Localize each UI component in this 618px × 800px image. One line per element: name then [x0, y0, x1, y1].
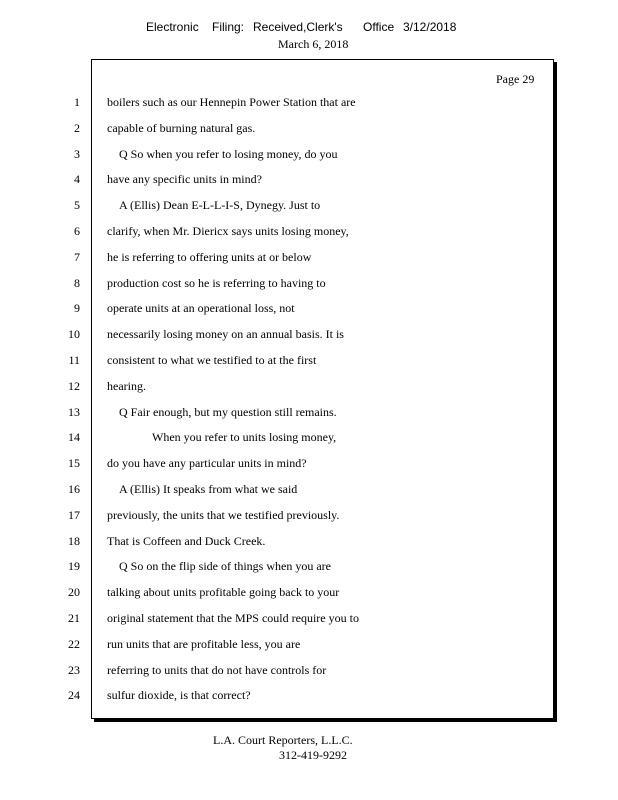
line-number: 11 [68, 352, 80, 367]
line-text: necessarily losing money on an annual basis. It is [107, 327, 344, 342]
transcript-line [0, 195, 560, 221]
transcript-line [0, 298, 560, 324]
transcript-line [0, 634, 560, 660]
line-text: referring to units that do not have controls for [107, 662, 327, 677]
transcript-line [0, 531, 560, 557]
line-text: sulfur dioxide, is that correct? [107, 688, 251, 703]
line-number: 21 [68, 610, 80, 625]
line-number: 20 [68, 585, 80, 600]
transcript-line [0, 144, 560, 170]
transcript-line [0, 402, 560, 428]
line-text: clarify, when Mr. Diericx says units losing money, [107, 223, 349, 238]
transcript-line [0, 273, 560, 299]
stamp-electronic: Electronic [146, 20, 199, 34]
transcript-line [0, 376, 560, 402]
line-number: 24 [68, 688, 80, 703]
line-number: 17 [68, 507, 80, 522]
transcript-line [0, 685, 560, 711]
line-text: production cost so he is referring to having to [107, 275, 326, 290]
line-number: 22 [68, 636, 80, 651]
transcript-line [0, 608, 560, 634]
line-text: hearing. [107, 378, 146, 393]
stamp-date: 3/12/2018 [403, 20, 457, 34]
page-number: Page 29 [496, 72, 535, 86]
line-number: 9 [74, 301, 80, 316]
transcript-line [0, 118, 560, 144]
line-text: original statement that the MPS could require you to [107, 610, 359, 625]
line-number: 1 [74, 95, 80, 109]
line-number: 5 [74, 198, 80, 213]
transcript-line [0, 453, 560, 479]
transcript-line [0, 247, 560, 273]
line-text: boilers such as our Hennepin Power Station that are [107, 95, 356, 109]
line-text: A (Ellis) Dean E-L-L-I-S, Dynegy. Just to [119, 198, 321, 213]
line-text: operate units at an operational loss, not [107, 301, 295, 316]
line-text: Q So when you refer to losing money, do you [119, 146, 338, 161]
transcript-line [0, 221, 560, 247]
line-number: 2 [74, 120, 80, 135]
transcript-line [0, 350, 560, 376]
line-number: 23 [68, 662, 80, 677]
line-text: Q Fair enough, but my question still remains. [119, 404, 337, 419]
line-number: 6 [74, 223, 80, 238]
line-text: he is referring to offering units at or below [107, 249, 312, 264]
transcript-line [0, 660, 560, 686]
stamp-received-clerks: Received,Clerk's [253, 20, 343, 34]
line-text: A (Ellis) It speaks from what we said [119, 481, 298, 496]
line-number: 10 [68, 327, 80, 342]
line-number: 12 [68, 378, 80, 393]
line-text: consistent to what we testified to at the first [107, 352, 317, 367]
line-number: 19 [68, 559, 80, 574]
transcript-line [0, 427, 560, 453]
line-number: 13 [68, 404, 80, 419]
transcript-line [0, 324, 560, 350]
transcript-line [0, 505, 560, 531]
line-text: Q So on the flip side of things when you are [119, 559, 331, 574]
transcript-line [0, 582, 560, 608]
transcript-lines [0, 92, 560, 711]
transcript-date: March 6, 2018 [278, 37, 349, 51]
line-number: 8 [74, 275, 80, 290]
line-number: 18 [68, 533, 80, 548]
stamp-filing: Filing: [212, 20, 245, 34]
line-text: That is Coffeen and Duck Creek. [107, 533, 266, 548]
transcript-line [0, 479, 560, 505]
transcript-line [0, 92, 560, 118]
court-reporter-phone: 312-419-9292 [279, 748, 347, 762]
filing-stamp [0, 20, 618, 36]
line-number: 7 [74, 249, 80, 264]
stamp-office: Office [363, 20, 395, 34]
line-text: When you refer to units losing money, [152, 430, 337, 445]
line-text: run units that are profitable less, you are [107, 636, 301, 651]
line-number: 4 [74, 172, 80, 187]
transcript-line [0, 169, 560, 195]
line-number: 15 [68, 456, 80, 471]
line-text: talking about units profitable going back to your [107, 585, 340, 600]
line-number: 3 [74, 146, 80, 161]
line-text: capable of burning natural gas. [107, 120, 256, 135]
court-reporter-name: L.A. Court Reporters, L.L.C. [213, 733, 353, 747]
transcript-line [0, 556, 560, 582]
line-text: have any specific units in mind? [107, 172, 262, 187]
line-text: do you have any particular units in mind? [107, 456, 307, 471]
line-number: 14 [68, 430, 80, 445]
line-text: previously, the units that we testified previously. [107, 507, 340, 522]
line-number: 16 [68, 481, 80, 496]
